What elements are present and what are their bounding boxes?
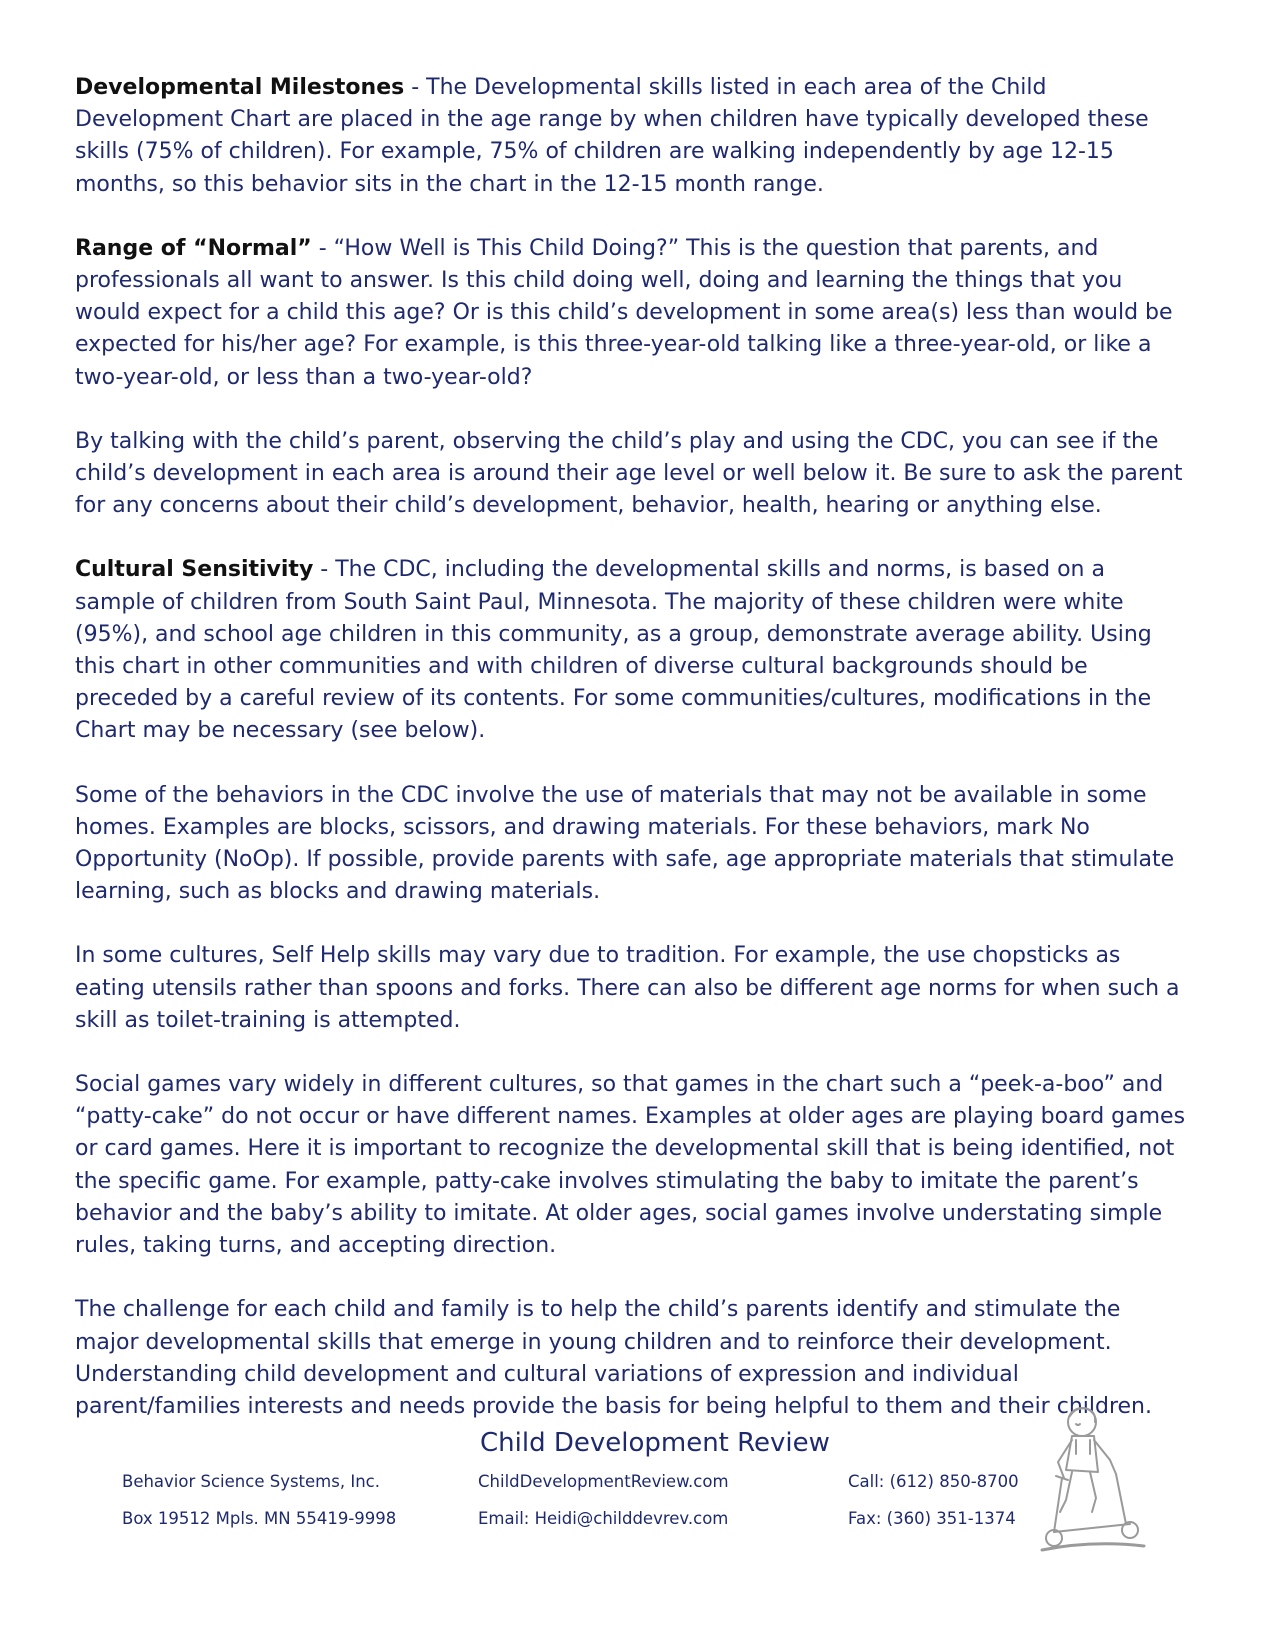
paragraph-range-of-normal <box>75 233 1190 394</box>
paragraph-lead: Developmental Milestones <box>75 75 405 100</box>
child-scooter-illustration <box>1032 1400 1150 1560</box>
footer-address: Box 19512 Mpls. MN 55419-9998 <box>122 1509 397 1528</box>
paragraph-talking-with-parent <box>75 426 1190 523</box>
paragraph-text: - The CDC, including the developmental skills and norms, is based on a sample of children from South Saint Paul, Minnesota. The majority of these children were white (95%), and school age children in this community, as a group, demonstrate average ability. Using this chart in other communities and with children of diverse cultural backgrounds should be preceded by a careful review of its contents. For some communities/cultures, modifications in the Chart may be necessary (see below). <box>75 557 1152 744</box>
document-body <box>75 72 1190 1455</box>
footer-company: Behavior Science Systems, Inc. <box>122 1472 380 1491</box>
paragraph-lead: Cultural Sensitivity <box>75 557 314 583</box>
paragraph-social-games <box>75 1069 1190 1262</box>
paragraph-text: - The Developmental skills listed in each area of the Child Development Chart are placed in the age range by when children have typically developed these skills (75% of children). For example, 75% of children are walking independently by age 12-15 months, so this behavior sits in the chart in the 12-15 month range. <box>75 75 1149 197</box>
paragraph-text: In some cultures, Self Help skills may vary due to tradition. For example, the use chopsticks as eating utensils rather than spoons and forks. There can also be different age norms for when such a skill as toilet-training is attempted. <box>75 943 1180 1033</box>
paragraph-developmental-milestones <box>75 72 1190 201</box>
footer-email[interactable]: Email: Heidi@childdevrev.com <box>478 1509 729 1528</box>
paragraph-cultural-sensitivity <box>75 554 1190 747</box>
paragraph-text: Some of the behaviors in the CDC involve the use of materials that may not be available in some homes. Examples are blocks, scissors, and drawing materials. For these behaviors, mark No Opportunity (NoOp). If possible, provide parents with safe, age appropriate materials that stimulate learning, such as blocks and drawing materials. <box>75 782 1175 905</box>
footer-phone: Call: (612) 850-8700 <box>848 1472 1019 1491</box>
footer-contact-column <box>848 1471 1019 1545</box>
paragraph-text: The challenge for each child and family is to help the child’s parents identify and stimulate the major developmental skills that emerge in young children and to reinforce their development. Understanding child development and cultural variations of expression and individual parent/families interests and needs provide the basis for being helpful to them and their children. <box>75 1297 1152 1419</box>
footer-web-column <box>478 1471 729 1545</box>
paragraph-materials <box>75 780 1190 909</box>
paragraph-text: By talking with the child’s parent, observing the child’s play and using the CDC, you can see if the child’s development in each area is around their age level or well below it. Be sure to ask the parent for any concerns about their child’s development, behavior, health, hearing or anything else. <box>75 428 1183 519</box>
paragraph-lead: Range of “Normal” <box>75 235 312 261</box>
paragraph-challenge <box>75 1294 1190 1423</box>
paragraph-text: Social games vary widely in different cultures, so that games in the chart such a “peek-a-boo” and “patty-cake” do not occur or have different names. Examples at older ages are playing board games or card games. Here it is important to recognize the developmental skill that is being identified, not the specific game. For example, patty-cake involves stimulating the baby to imitate the parent’s behavior and the baby’s ability to imitate. At older ages, social games involve understating simple rules, taking turns, and accepting direction. <box>75 1072 1186 1259</box>
paragraph-self-help <box>75 940 1190 1037</box>
footer-website[interactable]: ChildDevelopmentReview.com <box>478 1472 729 1491</box>
footer-company-column <box>122 1471 396 1545</box>
footer-title: Child Development Review <box>480 1428 830 1458</box>
footer-fax: Fax: (360) 351-1374 <box>848 1509 1016 1528</box>
paragraph-text: - “How Well is This Child Doing?” This is the question that parents, and professionals all want to answer. Is this child doing well, doing and learning the things that you would expect for a child this age? Or is this child’s development in some area(s) less than would be expected for his/her age? For example, is this three-year-old talking like a three-year-old, or like a two-year-old, or less than a two-year-old? <box>75 235 1173 390</box>
